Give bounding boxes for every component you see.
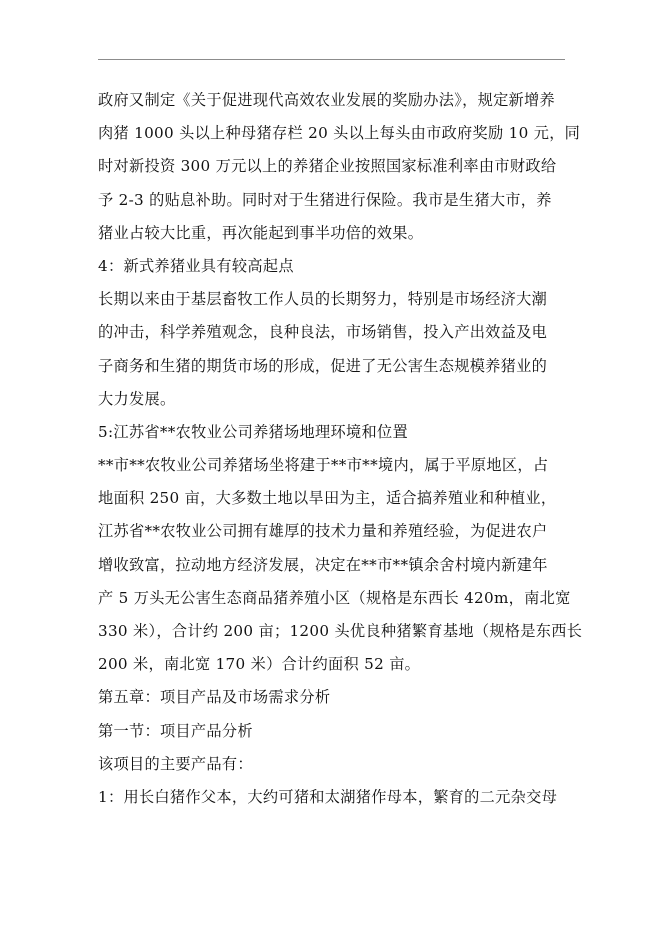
text-line: 时对新投资 300 万元以上的养猪企业按照国家标准利率由市财政给 xyxy=(98,157,557,176)
text-line: 猪业占较大比重，再次能起到事半功倍的效果。 xyxy=(98,223,424,242)
text-line: 肉猪 1000 头以上种母猪存栏 20 头以上每头由市政府奖励 10 元，同 xyxy=(98,124,581,143)
text-line: 地面积 250 亩，大多数土地以旱田为主，适合搞养殖业和种植业， xyxy=(98,489,557,508)
text-line: 的冲击，科学养殖观念，良种良法，市场销售，投入产出效益及电 xyxy=(98,323,548,342)
text-line: 子商务和生猪的期货市场的形成，促进了无公害生态规模养猪业的 xyxy=(98,356,548,375)
section-heading: 第一节：项目产品分析 xyxy=(98,721,253,740)
text-line: 予 2-3 的贴息补助。同时对于生猪进行保险。我市是生猪大市，养 xyxy=(98,190,552,209)
header-rule xyxy=(98,59,565,60)
section-heading: 4：新式养猪业具有较高起点 xyxy=(98,256,294,275)
document-body xyxy=(98,84,583,814)
section-heading: 5:江苏省**农牧业公司养猪场地理环境和位置 xyxy=(98,422,408,441)
text-line: 1：用长白猪作父本，大约可猪和太湖猪作母本，繁育的二元杂交母 xyxy=(98,787,558,806)
text-line: 大力发展。 xyxy=(98,389,176,408)
text-line: 330 米），合计约 200 亩；1200 头优良种猪繁育基地（规格是东西长 xyxy=(98,622,583,640)
text-line: 长期以来由于基层畜牧工作人员的长期努力，特别是市场经济大潮 xyxy=(98,290,548,309)
text-line: **市**农牧业公司养猪场坐将建于**市**境内，属于平原地区，占 xyxy=(98,456,549,475)
text-line: 江苏省**农牧业公司拥有雄厚的技术力量和养殖经验，为促进农户 xyxy=(98,522,548,541)
text-line: 该项目的主要产品有： xyxy=(98,754,253,773)
chapter-heading: 第五章：项目产品及市场需求分析 xyxy=(98,688,331,707)
text-line: 增收致富，拉动地方经济发展，决定在**市**镇余舍村境内新建年 xyxy=(98,555,548,574)
text-line: 政府又制定《关于促进现代高效农业发展的奖励办法》，规定新增养 xyxy=(98,91,556,109)
text-line: 200 米，南北宽 170 米）合计约面积 52 亩。 xyxy=(98,655,421,674)
text-line: 产 5 万头无公害生态商品猪养殖小区（规格是东西长 420m，南北宽 xyxy=(98,588,571,607)
